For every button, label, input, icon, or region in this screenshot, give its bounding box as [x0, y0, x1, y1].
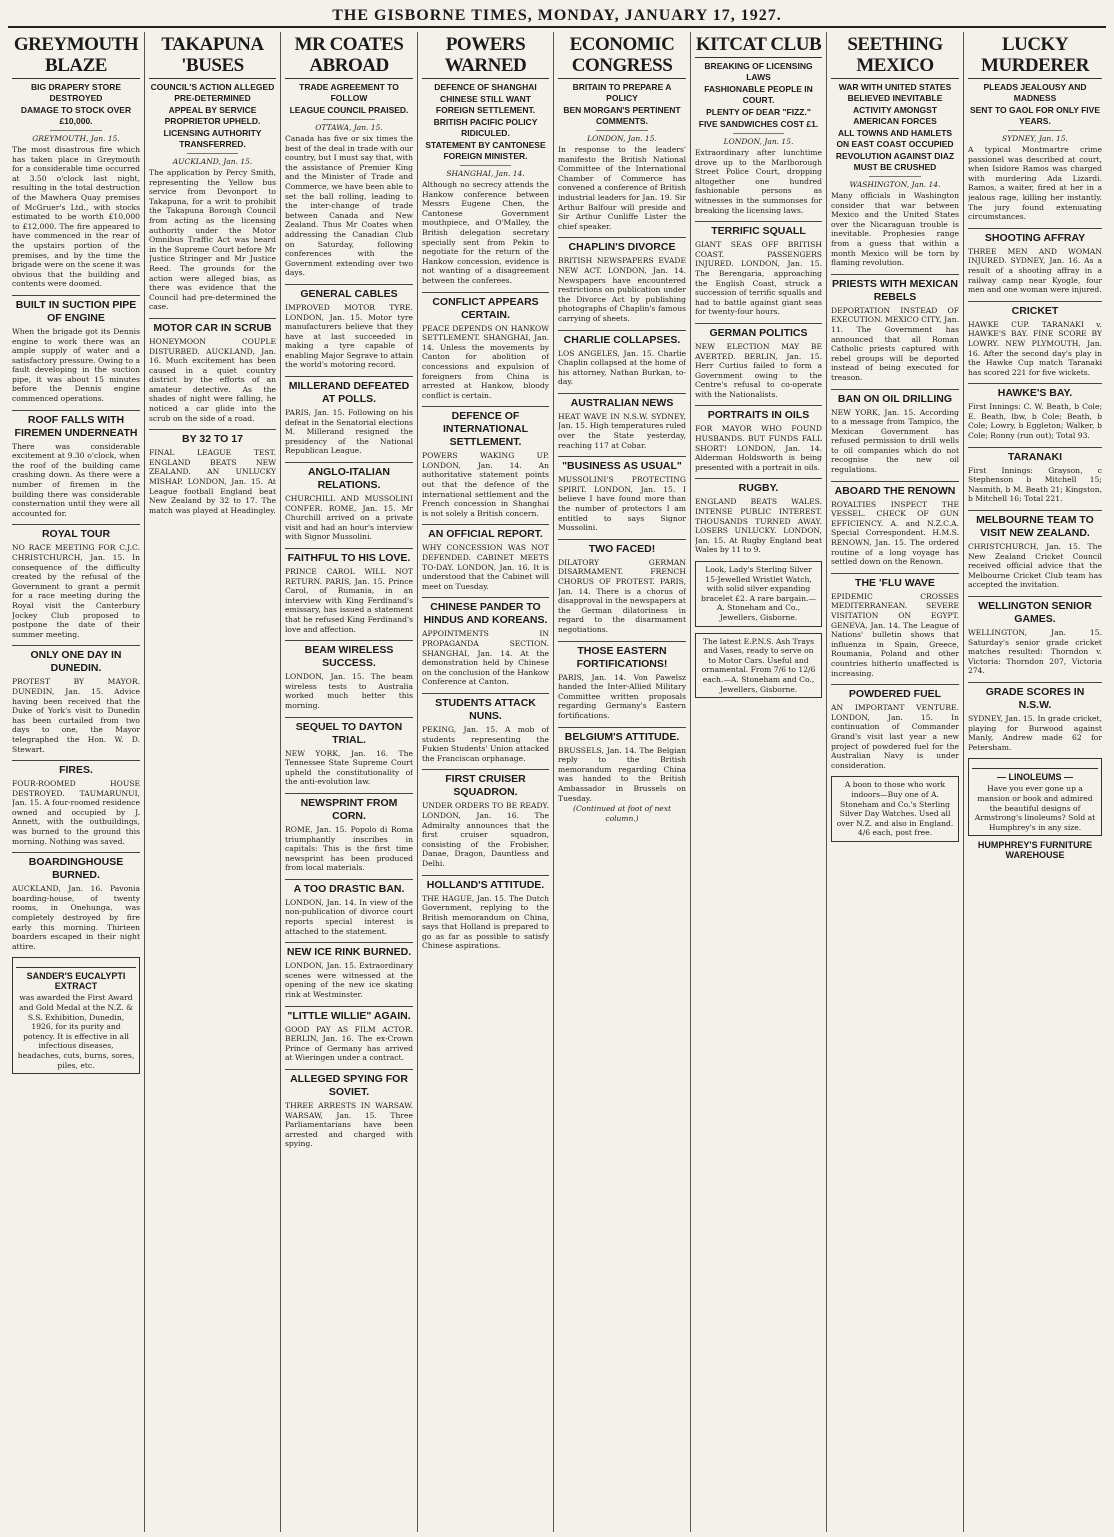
- dateline: LONDON, Jan. 15.: [723, 137, 794, 146]
- article-subheading: PLENTY OF DEAR "FIZZ.": [706, 107, 811, 117]
- divider: [869, 176, 920, 177]
- section-heading: "LITTLE WILLIE" AGAIN.: [285, 1006, 413, 1023]
- section-body: DILATORY GERMAN DISARMAMENT. FRENCH CHORUS OF PROTEST. PARIS, Jan. 14. There is a chorus of disapproval in the newspapers at the German dilatoriness in regard to the disarmament negotiations.: [558, 557, 686, 634]
- section-body: HAWKE CUP. TARANAKI v. HAWKE'S BAY. FINE SCORE BY LOWRY. NEW PLYMOUTH, Jan. 16. After the second day's play in the Hawke Cup match Taranaki has scored 221 for five wickets.: [968, 319, 1102, 377]
- section-heading: BELGIUM'S ATTITUDE.: [558, 727, 686, 744]
- article-subheading: WAR WITH UNITED STATES BELIEVED INEVITABLE: [838, 82, 952, 103]
- section-heading: GENERAL CABLES: [285, 284, 413, 301]
- section-body: CHURCHILL AND MUSSOLINI CONFER. ROME, Jan. 15. Mr Churchill arrived on a private visit and had an hour's interview with Signor Mussolini.: [285, 494, 413, 542]
- article-subheading: PLEADS JEALOUSY AND MADNESS: [983, 82, 1087, 103]
- section-body: THREE ARRESTS IN WARSAW. WARSAW, Jan. 15. Three Parliamentarians have been arrested and charged with spying.: [285, 1101, 413, 1149]
- section-body: First Innings: C. W. Beath, b Cole; E. Beath, lbw, b Cole; Beath, b Cole; Lowry, b Eggleton; Walker, b Cole; Ronny (run out); Total 93.: [968, 402, 1102, 441]
- section-heading: GRADE SCORES IN N.S.W.: [968, 682, 1102, 712]
- section-body: LOS ANGELES, Jan. 15. Charlie Chaplin collapsed at the home of his attorney, Nathan Burkan, to-day.: [558, 348, 686, 387]
- advertisement: [831, 776, 959, 842]
- section-body: There was considerable excitement at 9.30 o'clock, when the roof of the building came crashing down. As there were a number of firemen in the building there was considerable consternation until they were all accounted for.: [12, 441, 140, 518]
- article-headline: SEETHING MEXICO: [831, 34, 959, 79]
- dateline: SHANGHAI, Jan. 14.: [446, 169, 525, 178]
- column: [964, 32, 1106, 1532]
- advertisement: [695, 561, 822, 627]
- section-heading: STUDENTS ATTACK NUNS.: [422, 693, 549, 723]
- section-heading: CHARLIE COLLAPSES.: [558, 330, 686, 347]
- section-body: UNDER ORDERS TO BE READY. LONDON, Jan. 16. The Admiralty announces that the first cruiser squadron, consisting of the Frobisher, Danae, Dragon, Dauntless and Delhi.: [422, 801, 549, 868]
- section-heading: HAWKE'S BAY.: [968, 383, 1102, 400]
- article-subheading: DEFENCE OF SHANGHAI: [434, 82, 537, 92]
- section-body: First Innings: Grayson, c Stephenson b Mitchell 15; Nasmith, b M. Beath 21; Kingston, b Mitchell 16; Total 221.: [968, 465, 1102, 504]
- article-subheading: ALL TOWNS AND HAMLETS ON EAST COAST OCCUPIED: [836, 128, 954, 149]
- column-content: [285, 32, 413, 1532]
- section-heading: "BUSINESS AS USUAL": [558, 456, 686, 473]
- section-body: EPIDEMIC CROSSES MEDITERRANEAN. SEVERE VISITATION ON EGYPT. GENEVA, Jan. 14. The League of Nations' bulletin shows that influenza in Spain, Greece, Roumania, Poland and other countries hitherto unaffected is increasing.: [831, 591, 959, 678]
- section-heading: THE 'FLU WAVE: [831, 573, 959, 590]
- section-body: SYDNEY, Jan. 15. In grade cricket, playing for Burwood against Manly, Andrew made 62 for Petersham.: [968, 713, 1102, 752]
- section-heading: BEAM WIRELESS SUCCESS.: [285, 640, 413, 670]
- section-body: FINAL LEAGUE TEST. ENGLAND BEATS NEW ZEALAND. AN UNLUCKY MISHAP. LONDON, Jan. 15. At League football England beat New Zealand by 32 to 17. The match was played at Headingley.: [149, 448, 276, 515]
- dateline: AUCKLAND, Jan. 15.: [172, 157, 253, 166]
- section-heading: WELLINGTON SENIOR GAMES.: [968, 596, 1102, 626]
- article-subheading: REVOLUTION AGAINST DIAZ MUST BE CRUSHED: [835, 151, 955, 172]
- section-body: APPOINTMENTS IN PROPAGANDA SECTION. SHANGHAI, Jan. 14. At the demonstration held by Chinese on the conclusion of the Hankow Conference at Canton.: [422, 629, 549, 687]
- section-heading: DEFENCE OF INTERNATIONAL SETTLEMENT.: [422, 406, 549, 449]
- divider: [733, 133, 784, 134]
- section-heading: ALLEGED SPYING FOR SOVIET.: [285, 1069, 413, 1099]
- section-body: When the brigade got its Dennis engine to work there was an ample supply of water and a satisfactory pressure. Owing to a fault developing in the suction pipe, it was about 15 minutes before the Dennis engine commenced operations.: [12, 326, 140, 404]
- article-subheading: STATEMENT BY CANTONESE FOREIGN MINISTER.: [425, 140, 546, 161]
- columns: [8, 32, 1106, 1532]
- section-body: NEW YORK, Jan. 15. According to a message from Tampico, the Mexican Government has refused permission to drill wells to oil companies which do not recognise the new oil regulations.: [831, 407, 959, 475]
- section-body: PROTEST BY MAYOR. DUNEDIN, Jan. 15. Advice having been received that the Duke of York's visit to Dunedin has been curtailed from two days to one, the Mayor telegraphed the Hon. W. D. Stewart.: [12, 677, 140, 754]
- section-heading: FIRES.: [12, 760, 140, 777]
- section-body: POWERS WAKING UP. LONDON, Jan. 14. An authoritative statement points out that the defence of the international settlement and the French concession in Shanghai is not solely a British concern.: [422, 451, 549, 518]
- ad-body: was awarded the First Award and Gold Medal at the N.Z. & S.S. Exhibition, Dunedin, 1926, for its purity and potency. It is effective in all infectious diseases, headaches, cuts, burns, sores, piles, etc.: [17, 993, 135, 1070]
- dateline: OTTAWA, Jan. 15.: [315, 123, 383, 132]
- column: [145, 32, 281, 1532]
- advertisement: [968, 758, 1102, 836]
- column: [418, 32, 554, 1532]
- section-heading: A TOO DRASTIC BAN.: [285, 879, 413, 896]
- column-content: [695, 32, 822, 1532]
- section-body: BRITISH NEWSPAPERS EVADE NEW ACT. LONDON, Jan. 14. Newspapers have encountered restrictions on publication under the Divorce Act by publishing photographs of Chaplin's famous carrying of sheets.: [558, 256, 686, 323]
- article-subheading: DAMAGE TO STOCK OVER £10,000.: [20, 105, 132, 126]
- article-subheading: APPEAL BY SERVICE PROPRIETOR UPHELD.: [164, 105, 261, 126]
- divider: [1008, 130, 1062, 131]
- section-body: LONDON, Jan. 14. In view of the non-publication of divorce court reports special interest is attached to the statement.: [285, 897, 413, 936]
- section-heading: CRICKET: [968, 301, 1102, 318]
- section-heading: ONLY ONE DAY IN DUNEDIN.: [12, 645, 140, 675]
- column: [554, 32, 691, 1532]
- ad-body: Look, Lady's Sterling Silver 15-Jewelled Wristlet Watch, with solid silver expanding bracelet £2. A rare bargain.—A. Stoneham and Co., Jewellers, Gisborne.: [701, 565, 816, 622]
- article-subheading: BREAKING OF LICENSING LAWS: [704, 61, 813, 82]
- section-heading: TWO FACED!: [558, 539, 686, 556]
- section-body: GIANT SEAS OFF BRITISH COAST. PASSENGERS INJURED. LONDON, Jan. 15. The Berengaria, approaching the English Coast, struck a succession of terrific squalls and had to battle against giant seas for twenty-four hours.: [695, 240, 822, 317]
- column-content: [12, 32, 140, 1532]
- column-content: [968, 32, 1102, 1532]
- section-body: THE HAGUE, Jan. 15. The Dutch Government, replying to the British memorandum on China, says that Holland is prepared to go as far as possible to satisfy Chinese aspirations.: [422, 893, 549, 951]
- column: [691, 32, 827, 1532]
- section-heading: ROYAL TOUR: [12, 524, 140, 541]
- section-heading: AUSTRALIAN NEWS: [558, 393, 686, 410]
- section-heading: AN OFFICIAL REPORT.: [422, 524, 549, 541]
- column-content: [831, 32, 959, 1532]
- section-heading: TARANAKI: [968, 447, 1102, 464]
- section-body: PARIS, Jan. 14. Von Pawelsz handed the Inter-Allied Military Committee written proposals regarding Germany's Eastern fortifications.: [558, 672, 686, 720]
- section-body: GOOD PAY AS FILM ACTOR. BERLIN, Jan. 16. The ex-Crown Prince of Germany has arrived at Wieringen under a contract.: [285, 1024, 413, 1063]
- article-subheading: COUNCIL'S ACTION ALLEGED PRE-DETERMINED: [150, 82, 275, 103]
- section-body: NEW YORK, Jan. 16. The Tennessee State Supreme Court upheld the constitutionality of the anti-evolution law.: [285, 748, 413, 787]
- dateline: SYDNEY, Jan. 15.: [1002, 134, 1068, 143]
- divider: [50, 130, 101, 131]
- section-body: PRINCE CAROL WILL NOT RETURN. PARIS, Jan. 15. Prince Carol, of Rumania, in an interview with King Ferdinand's emissary, has issued a statement that he refused King Ferdinand's love and affection.: [285, 567, 413, 634]
- article-body: A typical Montmartre crime passionel was described at court, when Isidore Ramos was charged with murdering Ada Lizardi. Ramos, a waiter, fired at her in a jealous rage, killing her instantly. The jury found extenuating circumstances.: [968, 145, 1102, 222]
- article-headline: GREYMOUTH BLAZE: [12, 34, 140, 79]
- section-heading: BOARDINGHOUSE BURNED.: [12, 852, 140, 882]
- article-subheading: FIVE SANDWICHES COST £1.: [698, 119, 819, 129]
- section-body: AN IMPORTANT VENTURE. LONDON, Jan. 15. In continuation of Commander Grand's visit last year a new project of powdered fuel for the Australian Navy is under consideration.: [831, 703, 959, 770]
- section-heading: BY 32 TO 17: [149, 429, 276, 446]
- divider: [596, 130, 647, 131]
- section-heading: PRIESTS WITH MEXICAN REBELS: [831, 274, 959, 304]
- article-headline: MR COATES ABROAD: [285, 34, 413, 79]
- section-body: LONDON, Jan. 15. The beam wireless tests to Australia worked much better this morning.: [285, 672, 413, 710]
- section-heading: MILLERAND DEFEATED AT POLLS.: [285, 376, 413, 406]
- article-subheading: BIG DRAPERY STORE DESTROYED: [30, 82, 122, 103]
- article-subheading: LICENSING AUTHORITY TRANSFERRED.: [163, 128, 262, 149]
- section-body: AUCKLAND, Jan. 16. Pavonia boarding-house, of twenty rooms, in Onehunga, was completely destroyed by fire early this morning. Thirteen boarders escaped in their night attire.: [12, 884, 140, 951]
- section-body: ENGLAND BEATS WALES. INTENSE PUBLIC INTEREST. THOUSANDS TURNED AWAY. LOSERS UNLUCKY. LONDON, Jan. 15. At Rugby England beat Wales by 11 to 9.: [695, 497, 822, 555]
- article-body: Canada has five or six times the best of the deal in trade with our country, but I must say that, with the assistance of Premier King and the Minister of Trade and Commerce, we have been able to set the ball rolling, leading to the inter-change of trade between Canada and New Zealand. Thus Mr Coates when addressing the Canadian Club on Saturday, following conferences with the Government extending over two days.: [285, 134, 413, 278]
- section-body: LONDON, Jan. 15. Extraordinary scenes were witnessed at the opening of the new ice skating rink at Westminster.: [285, 961, 413, 1000]
- section-heading: RUGBY.: [695, 478, 822, 495]
- section-body: WELLINGTON, Jan. 15. Saturday's senior grade cricket matches resulted: Thorndon v. Victoria: Thorndon 207, Victoria 274.: [968, 628, 1102, 676]
- article-subheading: ACTIVITY AMONGST AMERICAN FORCES: [852, 105, 938, 126]
- section-body: CHRISTCHURCH, Jan. 15. The New Zealand Cricket Council received official advice that the Melbourne Cricket Club team has accepted the invitation.: [968, 542, 1102, 590]
- section-heading: FIRST CRUISER SQUADRON.: [422, 769, 549, 799]
- section-body: IMPROVED MOTOR TYRE. LONDON, Jan. 15. Motor tyre manufacturers believe that they have at last succeeded in making a tyre capable of enabling Major Segrave to attain the world's motoring record.: [285, 302, 413, 370]
- ad-title: — LINOLEUMS —: [972, 768, 1098, 782]
- article-subheading: BRITISH PACIFIC POLICY RIDICULED.: [433, 117, 538, 138]
- article-body: Many officials in Washington consider that war between Mexico and the United States over the Nicaraguan trouble is inevitable. Prophesies range from a guess that within a month Mexico will be torn by flaming revolution.: [831, 191, 959, 268]
- section-heading: CONFLICT APPEARS CERTAIN.: [422, 292, 549, 322]
- article-subheading: CHINESE STILL WANT FOREIGN SETTLEMENT.: [435, 94, 536, 115]
- section-heading: BAN ON OIL DRILLING: [831, 389, 959, 406]
- article-body: In response to the leaders' manifesto the British National Committee of the International Chamber of Commerce has convened a conference of British industrial leaders for Jan. 19. Sir Arthur Balfour will preside and Sir Arthur Cunliffe Lister the chief speaker.: [558, 145, 686, 231]
- column: [827, 32, 964, 1532]
- article-headline: TAKAPUNA 'BUSES: [149, 34, 276, 79]
- article-subheading: BEN MORGAN'S PERTINENT COMMENTS.: [563, 105, 681, 126]
- section-heading: GERMAN POLITICS: [695, 323, 822, 340]
- section-body: DEPORTATION INSTEAD OF EXECUTION. MEXICO CITY, Jan. 11. The Government has announced that all Roman Catholic priests captured with rebel groups will be deported instead of being executed for treason.: [831, 305, 959, 382]
- column: [8, 32, 145, 1532]
- section-heading: FAITHFUL TO HIS LOVE.: [285, 548, 413, 565]
- article-subheading: FASHIONABLE PEOPLE IN COURT.: [704, 84, 813, 105]
- section-body: WHY CONCESSION WAS NOT DEFENDED. CABINET MEETS TO-DAY. LONDON, Jan. 16. It is understood that the Cabinet will meet on Tuesday.: [422, 543, 549, 591]
- article-subheading: SENT TO GAOL FOR ONLY FIVE YEARS.: [969, 105, 1101, 126]
- section-body: PARIS, Jan. 15. Following on his defeat in the Senatorial elections M. Millerand resigned the presidency of the National Republican League.: [285, 408, 413, 456]
- divider: [460, 165, 511, 166]
- article-body: The application by Percy Smith, representing the Yellow bus service from Devonport to Takapuna, for a writ to prohibit the Takapuna Borough Council from acting as the licensing authority under the Motor Omnibus Traffic Act was heard in the Supreme Court before Mr Justice Stringer and Mr Justice Reed. The grounds for the action were alleged bias, as there was evidence that the Council had pre-determined the case.: [149, 168, 276, 312]
- article-subheading: BRITAIN TO PREPARE A POLICY: [572, 82, 672, 103]
- section-heading: CHINESE PANDER TO HINDUS AND KOREANS.: [422, 597, 549, 627]
- column-content: [558, 32, 686, 1532]
- section-heading: ANGLO-ITALIAN RELATIONS.: [285, 462, 413, 492]
- article-body: Extraordinary after lunchtime drove up to the Marlborough Street Police Court, dropping altogether one hundred fashionable persons as witnesses in the summonses for breaking the licensing laws.: [695, 148, 822, 215]
- section-heading: PORTRAITS IN OILS: [695, 405, 822, 422]
- ad-body: Have you ever gone up a mansion or book and admired the beautiful designs of Armstrong's linoleums? Sold at Humphrey's in any size.: [974, 784, 1096, 832]
- article-headline: LUCKY MURDERER: [968, 34, 1102, 79]
- article-body: Although no secrecy attends the Hankow conference between Messrs Eugene Chen, the Cantonese Government mouthpiece, and O'Malley, the British delegation secretary specially sent from Pekin to negotiate for the return of the Hankow concession, evidence is not wanting of a disagreement between the conferees.: [422, 180, 549, 285]
- section-body: NEW ELECTION MAY BE AVERTED. BERLIN, Jan. 15. Herr Curtius failed to form a Government owing to the Centre's refusal to co-operate with the Nationalists.: [695, 341, 822, 399]
- section-heading: HOLLAND'S ATTITUDE.: [422, 875, 549, 892]
- section-heading: POWDERED FUEL: [831, 684, 959, 701]
- article-subheading: LEAGUE COUNCIL PRAISED.: [289, 105, 409, 115]
- section-body: ROME, Jan. 15. Popolo di Roma triumphantly inscribes in capitals: This is the first time newsprint has been produced from local materials.: [285, 824, 413, 873]
- section-body: THREE MEN AND WOMAN INJURED. SYDNEY, Jan. 16. As a result of a shooting affray in a railway camp near Kyogle, four men and one woman were injured.: [968, 246, 1102, 295]
- ad-body: A boon to those who work indoors—Buy one of A. Stoneham and Co.'s Sterling Silver Day Watches. Used all over N.Z. and also in England. 4/6 each, post free.: [836, 780, 954, 838]
- ad-footer: HUMPHREY'S FURNITURE WAREHOUSE: [977, 840, 1093, 861]
- dateline: GREYMOUTH, Jan. 15.: [32, 134, 120, 143]
- section-body: PEACE DEPENDS ON HANKOW SETTLEMENT. SHANGHAI, Jan. 14. Unless the movements by Canton for abolition of concessions and expulsion of foreigners from China is arrested at Hankow, bloody conflict is certain.: [422, 323, 549, 400]
- article-body: The most disastrous fire which has taken place in Greymouth for a considerable time occurred at 3.50 o'clock last night, resulting in the total destruction of the Mawhera Quay premises of McGruer's Ltd., with stocks estimated to be worth £10,000 to £12,000. The fire appeared to have commenced in the rear of the upstairs portion of the premises, and by the time the brigade were on the scene it was obvious that the building and contents were doomed.: [12, 145, 140, 289]
- column-content: [149, 32, 276, 1532]
- section-heading: NEWSPRINT FROM CORN.: [285, 793, 413, 823]
- section-heading: TERRIFIC SQUALL: [695, 221, 822, 238]
- section-heading: MOTOR CAR IN SCRUB: [149, 318, 276, 335]
- section-body: MUSSOLINI'S PROTECTING SPIRIT. LONDON, Jan. 15. I believe I have found more than the number of protectors I am entitled to says Signor Mussolini.: [558, 475, 686, 533]
- advertisement: [695, 633, 822, 699]
- ad-title: SANDER'S EUCALYPTI EXTRACT: [16, 967, 136, 991]
- section-heading: SEQUEL TO DAYTON TRIAL.: [285, 717, 413, 747]
- section-heading: CHAPLIN'S DIVORCE: [558, 237, 686, 254]
- section-body: ROYALTIES INSPECT THE VESSEL. CHECK OF GUN EFFICIENCY. A. and N.Z.C.A. Special Correspondent. H.M.S. RENOWN, Jan. 15. The ordered routine of a long voyage has settled down on the Renown.: [831, 499, 959, 567]
- column: [281, 32, 418, 1532]
- section-heading: ROOF FALLS WITH FIREMEN UNDERNEATH: [12, 410, 140, 440]
- section-body: NO RACE MEETING FOR C.J.C. CHRISTCHURCH, Jan. 15. In consequence of the difficulty created by the refusal of the Government to grant a permit for a race meeting during the Royal visit the Canterbury Jockey Club proposed to postpone the date of their summer meeting.: [12, 543, 140, 639]
- continued-note: (Continued at foot of next column.): [573, 804, 671, 824]
- section-heading: NEW ICE RINK BURNED.: [285, 942, 413, 959]
- section-heading: BUILT IN SUCTION PIPE OF ENGINE: [12, 295, 140, 325]
- dateline: WASHINGTON, Jan. 14.: [849, 180, 941, 189]
- article-headline: KITCAT CLUB: [695, 34, 822, 58]
- section-body: FOUR-ROOMED HOUSE DESTROYED. TAUMARUNUI, Jan. 15. A four-roomed residence owned and occupied by J. Annett, with the outbuildings, was burned to the ground this morning. Nothing was saved.: [12, 779, 140, 846]
- section-body: HEAT WAVE IN N.S.W. SYDNEY, Jan. 15. High temperatures ruled over the State yesterday, reaching 117 at Cobar.: [558, 411, 686, 450]
- article-headline: POWERS WARNED: [422, 34, 549, 79]
- section-heading: THOSE EASTERN FORTIFICATIONS!: [558, 641, 686, 671]
- section-body: PEKING, Jan. 15. A mob of students representing the Fukien Students' Union attacked the Franciscan orphanage.: [422, 724, 549, 763]
- divider: [323, 119, 374, 120]
- section-body: BRUSSELS, Jan. 14. The Belgian reply to the British memorandum regarding China was handed to the British Ambassador in Brussels on Tuesday.: [558, 745, 686, 803]
- article-headline: ECONOMIC CONGRESS: [558, 34, 686, 79]
- section-heading: SHOOTING AFFRAY: [968, 228, 1102, 245]
- section-heading: ABOARD THE RENOWN: [831, 481, 959, 498]
- divider: [187, 153, 238, 154]
- column-content: [422, 32, 549, 1532]
- masthead: THE GISBORNE TIMES, MONDAY, JANUARY 17, 1927.: [8, 6, 1106, 28]
- section-body: FOR MAYOR WHO FOUND HUSBANDS. BUT FUNDS FALL SHORT! LONDON, Jan. 14. Alderman Holdsworth is being presented with a portrait in oils.: [695, 424, 822, 472]
- advertisement: [12, 957, 140, 1074]
- section-body: HONEYMOON COUPLE DISTURBED. AUCKLAND, Jan. 16. Much excitement has been caused in a quiet country district by the efforts of an amateur detective. As the shades of night were falling, he noticed a car glide into the scrub on the side of a road.: [149, 336, 276, 423]
- section-heading: MELBOURNE TEAM TO VISIT NEW ZEALAND.: [968, 510, 1102, 540]
- article-subheading: TRADE AGREEMENT TO FOLLOW: [299, 82, 399, 103]
- dateline: LONDON, Jan. 15.: [587, 134, 657, 143]
- ad-body: The latest E.P.N.S. Ash Trays and Vases, ready to serve on to Motor Cars. Useful and ornamental. From 7/6 to 12/6 each.—A. Stoneham and Co., Jewellers, Gisborne.: [701, 636, 816, 694]
